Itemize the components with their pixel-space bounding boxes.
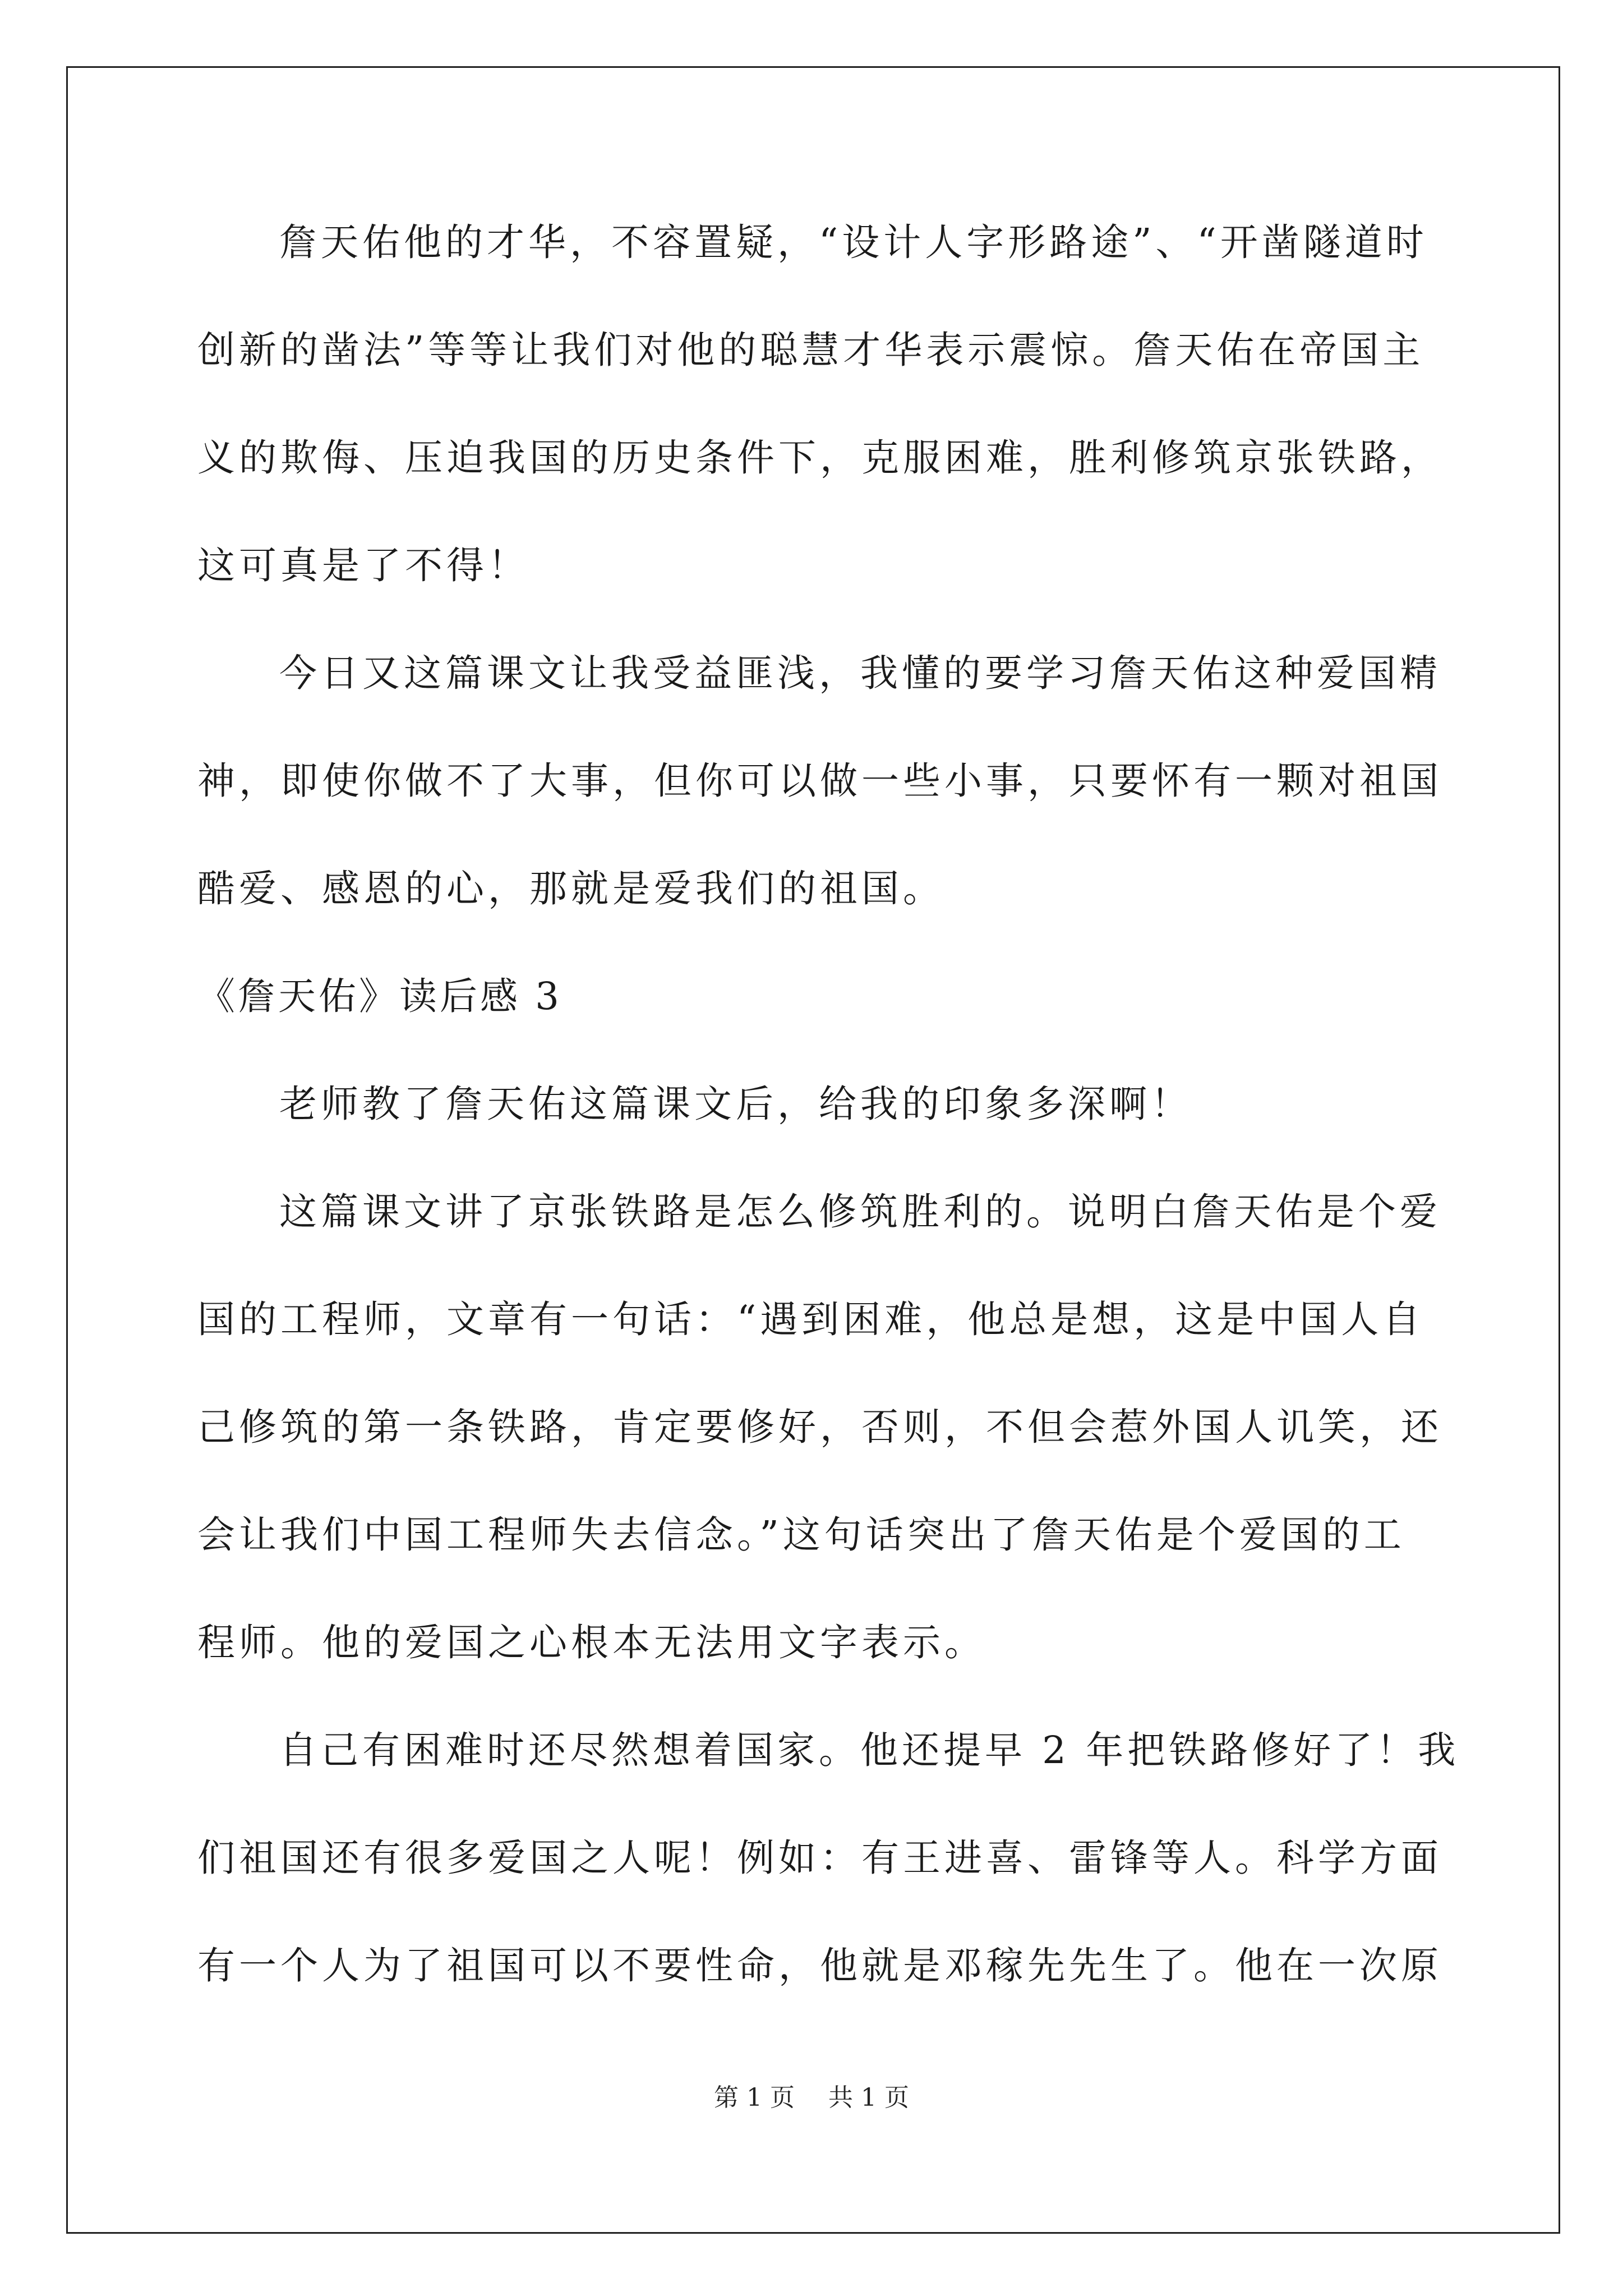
- paragraph: [197, 215, 1442, 592]
- text-line: 神，即使你做不了大事，但你可以做一些小事，只要怀有一颗对祖国: [197, 759, 1442, 803]
- text-line: 今日又这篇课文让我受益匪浅，我懂的要学习詹天佑这种爱国精: [279, 651, 1441, 695]
- paragraph: [197, 1723, 1460, 1993]
- document-body: [197, 215, 1460, 1993]
- section-heading: 《詹天佑》读后感 3: [197, 974, 562, 1018]
- text-line: 己修筑的第一条铁路，肯定要修好，否则，不但会惹外国人讥笑，还: [197, 1405, 1442, 1449]
- paragraph: [197, 646, 1442, 915]
- text-line: 们祖国还有很多爱国之人呢！例如：有王进喜、雷锋等人。科学方面: [197, 1836, 1442, 1880]
- paragraph: [197, 1185, 1442, 1669]
- page-footer: [0, 2081, 1623, 2115]
- text-line: 创新的凿法”等等让我们对他的聪慧才华表示震惊。詹天佑在帝国主: [197, 328, 1424, 372]
- text-line: 会让我们中国工程师失去信念。”这句话突出了詹天佑是个爱国的工: [197, 1513, 1405, 1557]
- text-line: 有一个人为了祖国可以不要性命，他就是邓稼先先生了。他在一次原: [197, 1944, 1442, 1987]
- text-line: 程师。他的爱国之心根本无法用文字表示。: [197, 1621, 986, 1664]
- text-line: 自己有困难时还尽然想着国家。他还提早 2 年把铁路修好了！我: [279, 1728, 1460, 1772]
- text-line: 国的工程师，文章有一句话：“遇到困难，他总是想，这是中国人自: [197, 1297, 1424, 1341]
- page-total: 共 1 页: [828, 2083, 909, 2112]
- text-line: 义的欺侮、压迫我国的历史条件下，克服困难，胜利修筑京张铁路，: [197, 436, 1442, 480]
- text-line: 这可真是了不得！: [197, 544, 529, 587]
- page-number: 第 1 页: [714, 2083, 795, 2112]
- text-line: 老师教了詹天佑这篇课文后，给我的印象多深啊！: [279, 1082, 1192, 1126]
- text-line: 这篇课文讲了京张铁路是怎么修筑胜利的。说明白詹天佑是个爱: [279, 1190, 1441, 1234]
- paragraph: [197, 1077, 1431, 1131]
- text-line: 酷爱、感恩的心，那就是爱我们的祖国。: [197, 867, 944, 910]
- text-line: 詹天佑他的才华，不容置疑，“设计人字形路途”、“开凿隧道时: [279, 220, 1428, 264]
